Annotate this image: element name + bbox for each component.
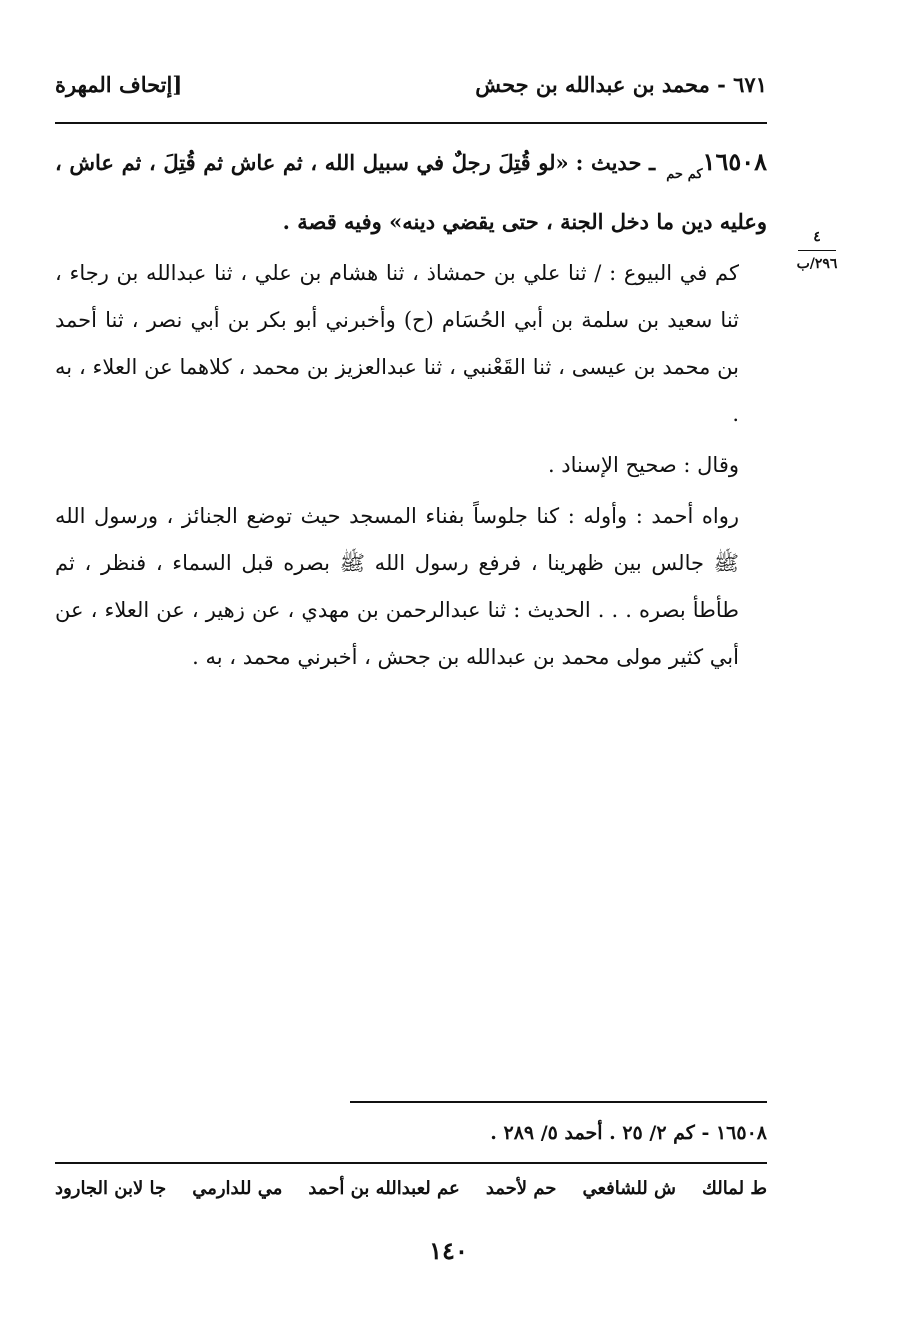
hadith-text: «لو قُتِلَ رجلٌ في سبيل الله ، ثم عاش ثم قُتِلَ ، ثم عاش ، وعليه دين ما دخل الجنة ، حتى يقضي دينه» وفيه قصة . — [55, 150, 767, 234]
chapter-title: ٦٧١ - محمد بن عبدالله بن جحش — [475, 72, 767, 97]
header-rule — [55, 122, 767, 124]
isnad-paragraph: كم في البيوع : / ثنا علي بن حمشاذ ، ثنا هشام بن علي ، ثنا عبدالله بن رجاء ، ثنا سعيد بن سلمة بن أبي الحُسَام (ح) وأخبرني أبو بكر بن أبي نصر ، ثنا أحمد بن محمد بن عيسى ، ثنا القَعْنبي ، ثنا عبدالعزيز بن محمد ، كلاهما عن العلاء ، به . — [55, 261, 739, 426]
ahmad-paragraph: رواه أحمد : وأوله : كنا جلوساً بفناء المسجد حيث توضع الجنائز ، ورسول الله ﷺ جالس بين ظهرينا ، فرفع رسول الله ﷺ بصره قبل السماء ، فنظر ، ثم طأطأ بصره . . . الحديث : ثنا عبدالرحمن بن مهدي ، عن زهير ، عن العلاء ، عن أبي كثير مولى محمد بن عبدالله بن جحش ، أخبرني محمد ، به . — [55, 504, 739, 669]
hadith-entry — [55, 138, 767, 246]
margin-note — [790, 228, 844, 273]
running-header — [55, 72, 767, 112]
abbreviation-legend — [55, 1178, 767, 1199]
legend-item: عم لعبدالله بن أحمد — [308, 1178, 460, 1199]
footnote-rule — [350, 1101, 767, 1103]
hadith-label: ـ حديث : — [575, 150, 656, 175]
legend-item: جا لابن الجارود — [55, 1178, 167, 1199]
book-title: [إتحاف المهرة — [55, 72, 183, 97]
margin-folio: ٢٩٦/ب — [796, 256, 838, 272]
grading-paragraph: وقال : صحيح الإسناد . — [547, 453, 739, 477]
main-text — [55, 138, 767, 685]
legend-item: ش للشافعي — [582, 1178, 676, 1199]
legend-rule — [55, 1162, 767, 1164]
legend-item: ط لمالك — [702, 1178, 767, 1199]
source-symbols: كم حم — [666, 167, 703, 182]
page-number: ١٤٠ — [429, 1236, 468, 1265]
hadith-number: ١٦٥٠٨ — [702, 147, 767, 176]
legend-item: حم لأحمد — [485, 1178, 557, 1199]
legend-item: مي للدارمي — [192, 1178, 283, 1199]
margin-volume: ٤ — [813, 229, 821, 245]
footnote: ١٦٥٠٨ - كم ٢/ ٢٥ . أحمد ٥/ ٢٨٩ . — [490, 1122, 767, 1144]
margin-note-rule — [798, 250, 836, 251]
